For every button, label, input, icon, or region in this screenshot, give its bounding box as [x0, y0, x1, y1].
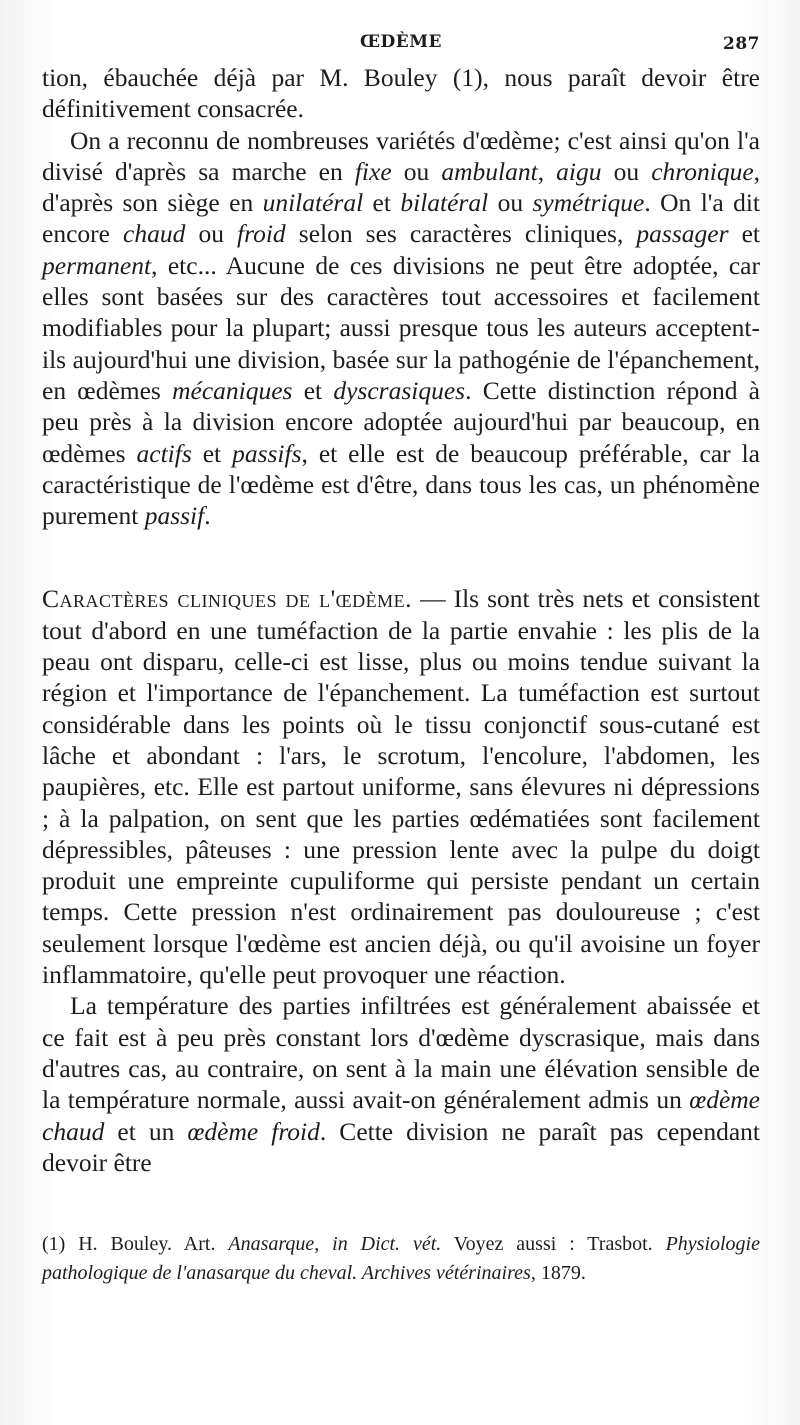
italic-term: fixe [354, 156, 392, 186]
text-run: On a reconnu de nombreuses variétés d'œdème; c'est ainsi qu'on l'a divisé d'après sa marche en [42, 125, 760, 186]
italic-term: passif [144, 501, 205, 531]
section-gap [42, 531, 760, 583]
text-run: et [363, 188, 401, 218]
text-run: et un [104, 1116, 188, 1146]
italic-term: aigu [556, 156, 602, 186]
text-run: tion, ébauchée déjà par M. Bouley (1), nous paraît devoir être définitivement consacrée. [42, 63, 760, 124]
text-run: , [537, 156, 557, 186]
text-run: (1) H. Bouley. Art. [42, 1233, 229, 1256]
paragraph-4 [42, 990, 760, 1178]
footnote-spacer [42, 1178, 760, 1230]
italic-term: symétrique [532, 188, 645, 218]
text-run: ou [488, 188, 533, 218]
italic-term: Physiologie pathologique de l'anasarque du cheval. Archives vétérinaires [42, 1233, 760, 1285]
page-number: 287 [723, 34, 760, 54]
text-run: , d'après son siège en [42, 156, 761, 218]
text-run: et [728, 219, 760, 249]
italic-term: dyscrasiques [333, 375, 466, 405]
italic-term: chaud [123, 219, 186, 249]
paragraph-2 [42, 125, 760, 532]
text-run: , 1879. [530, 1262, 586, 1285]
text-run: selon ses caractères cliniques, [285, 219, 637, 249]
italic-term: permanent [42, 250, 152, 280]
text-run: . On l'a dit encore [42, 188, 760, 249]
text-run: . [204, 501, 211, 531]
italic-term: chronique [651, 156, 754, 186]
text-run: La température des parties infiltrées est généralement abaissée et ce fait est à peu près constant lors d'œdème dyscrasique, mais dans d'autres cas, au contraire, on sent à la main une élévation sensible de la température normale, aussi avait-on généralement admis un [42, 991, 760, 1115]
italic-term: unilatéral [262, 188, 364, 218]
italic-term: Anasarque [228, 1233, 315, 1256]
italic-term: in Dict. vét. [332, 1233, 442, 1256]
text-run: Voyez aussi : Trasbot. [441, 1233, 666, 1256]
italic-term: œdème froid [187, 1116, 320, 1146]
body-text [42, 62, 760, 1178]
paragraph-1 [42, 62, 760, 125]
italic-term: mécaniques [172, 375, 293, 405]
italic-term: actifs [136, 438, 192, 468]
text-run: — Ils sont très nets et consistent tout d'abord en une tuméfaction de la partie envahie : les plis de la peau ont disparu, celle-ci est lisse, plus ou moins tendue suivant la région et l'importance de l'épanchement. La tuméfaction est surtout considérable dans les points où le tissu conjonctif sous-cutané est lâche et abondant : l'ars, le scrotum, l'encolure, l'abdomen, les paupières, etc. Elle est partout uniforme, sans élevures ni dépressions ; à la palpation, on sent que les parties œdématiées sont facilement dépressibles, pâteuses : une pression lente avec la pulpe du doigt produit une empreinte cupuliforme qui persiste pendant un certain temps. Cette pression n'est ordinairement pas douloureuse ; c'est seulement lorsque l'œdème est ancien déjà, ou qu'il avoisine un foyer inflammatoire, qu'elle peut provoquer une réaction. [42, 584, 760, 990]
italic-term: bilatéral [400, 188, 489, 218]
text-run: , etc... Aucune de ces divisions ne peut être adoptée, car elles sont basées sur des caractères tout accessoires et facilement modifiables pour la plupart; aussi presque tous les auteurs acceptent-ils aujourd'hui une division, basée sur la pathogénie de l'épanchement, en œdèmes [42, 250, 760, 405]
section-heading: Caractères cliniques de l'œdème. [42, 584, 413, 614]
italic-term: passifs [232, 438, 302, 468]
footnote [42, 1230, 760, 1288]
italic-term: œdème chaud [42, 1085, 760, 1146]
text-run: ou [185, 219, 238, 249]
text-run: , [314, 1233, 333, 1256]
paragraph-3 [42, 583, 760, 990]
text-run: , et elle est de beaucoup préférable, car la caractéristique de l'œdème est d'être, dans tous les cas, un phénomène purement [42, 438, 761, 531]
text-run: . Cette division ne paraît pas cependant devoir être [42, 1116, 760, 1177]
text-run: et [292, 375, 334, 405]
italic-term: froid [237, 219, 286, 249]
text-run: ou [391, 156, 442, 186]
text-run: et [191, 438, 233, 468]
italic-term: passager [636, 219, 729, 249]
text-run: ou [601, 156, 652, 186]
italic-term: ambulant [441, 156, 538, 186]
text-run: . Cette distinction répond à peu près à la division encore adoptée aujourd'hui par beaucoup, en œdèmes [42, 375, 760, 468]
running-title: ŒDÈME [359, 32, 443, 52]
running-header [42, 28, 760, 62]
